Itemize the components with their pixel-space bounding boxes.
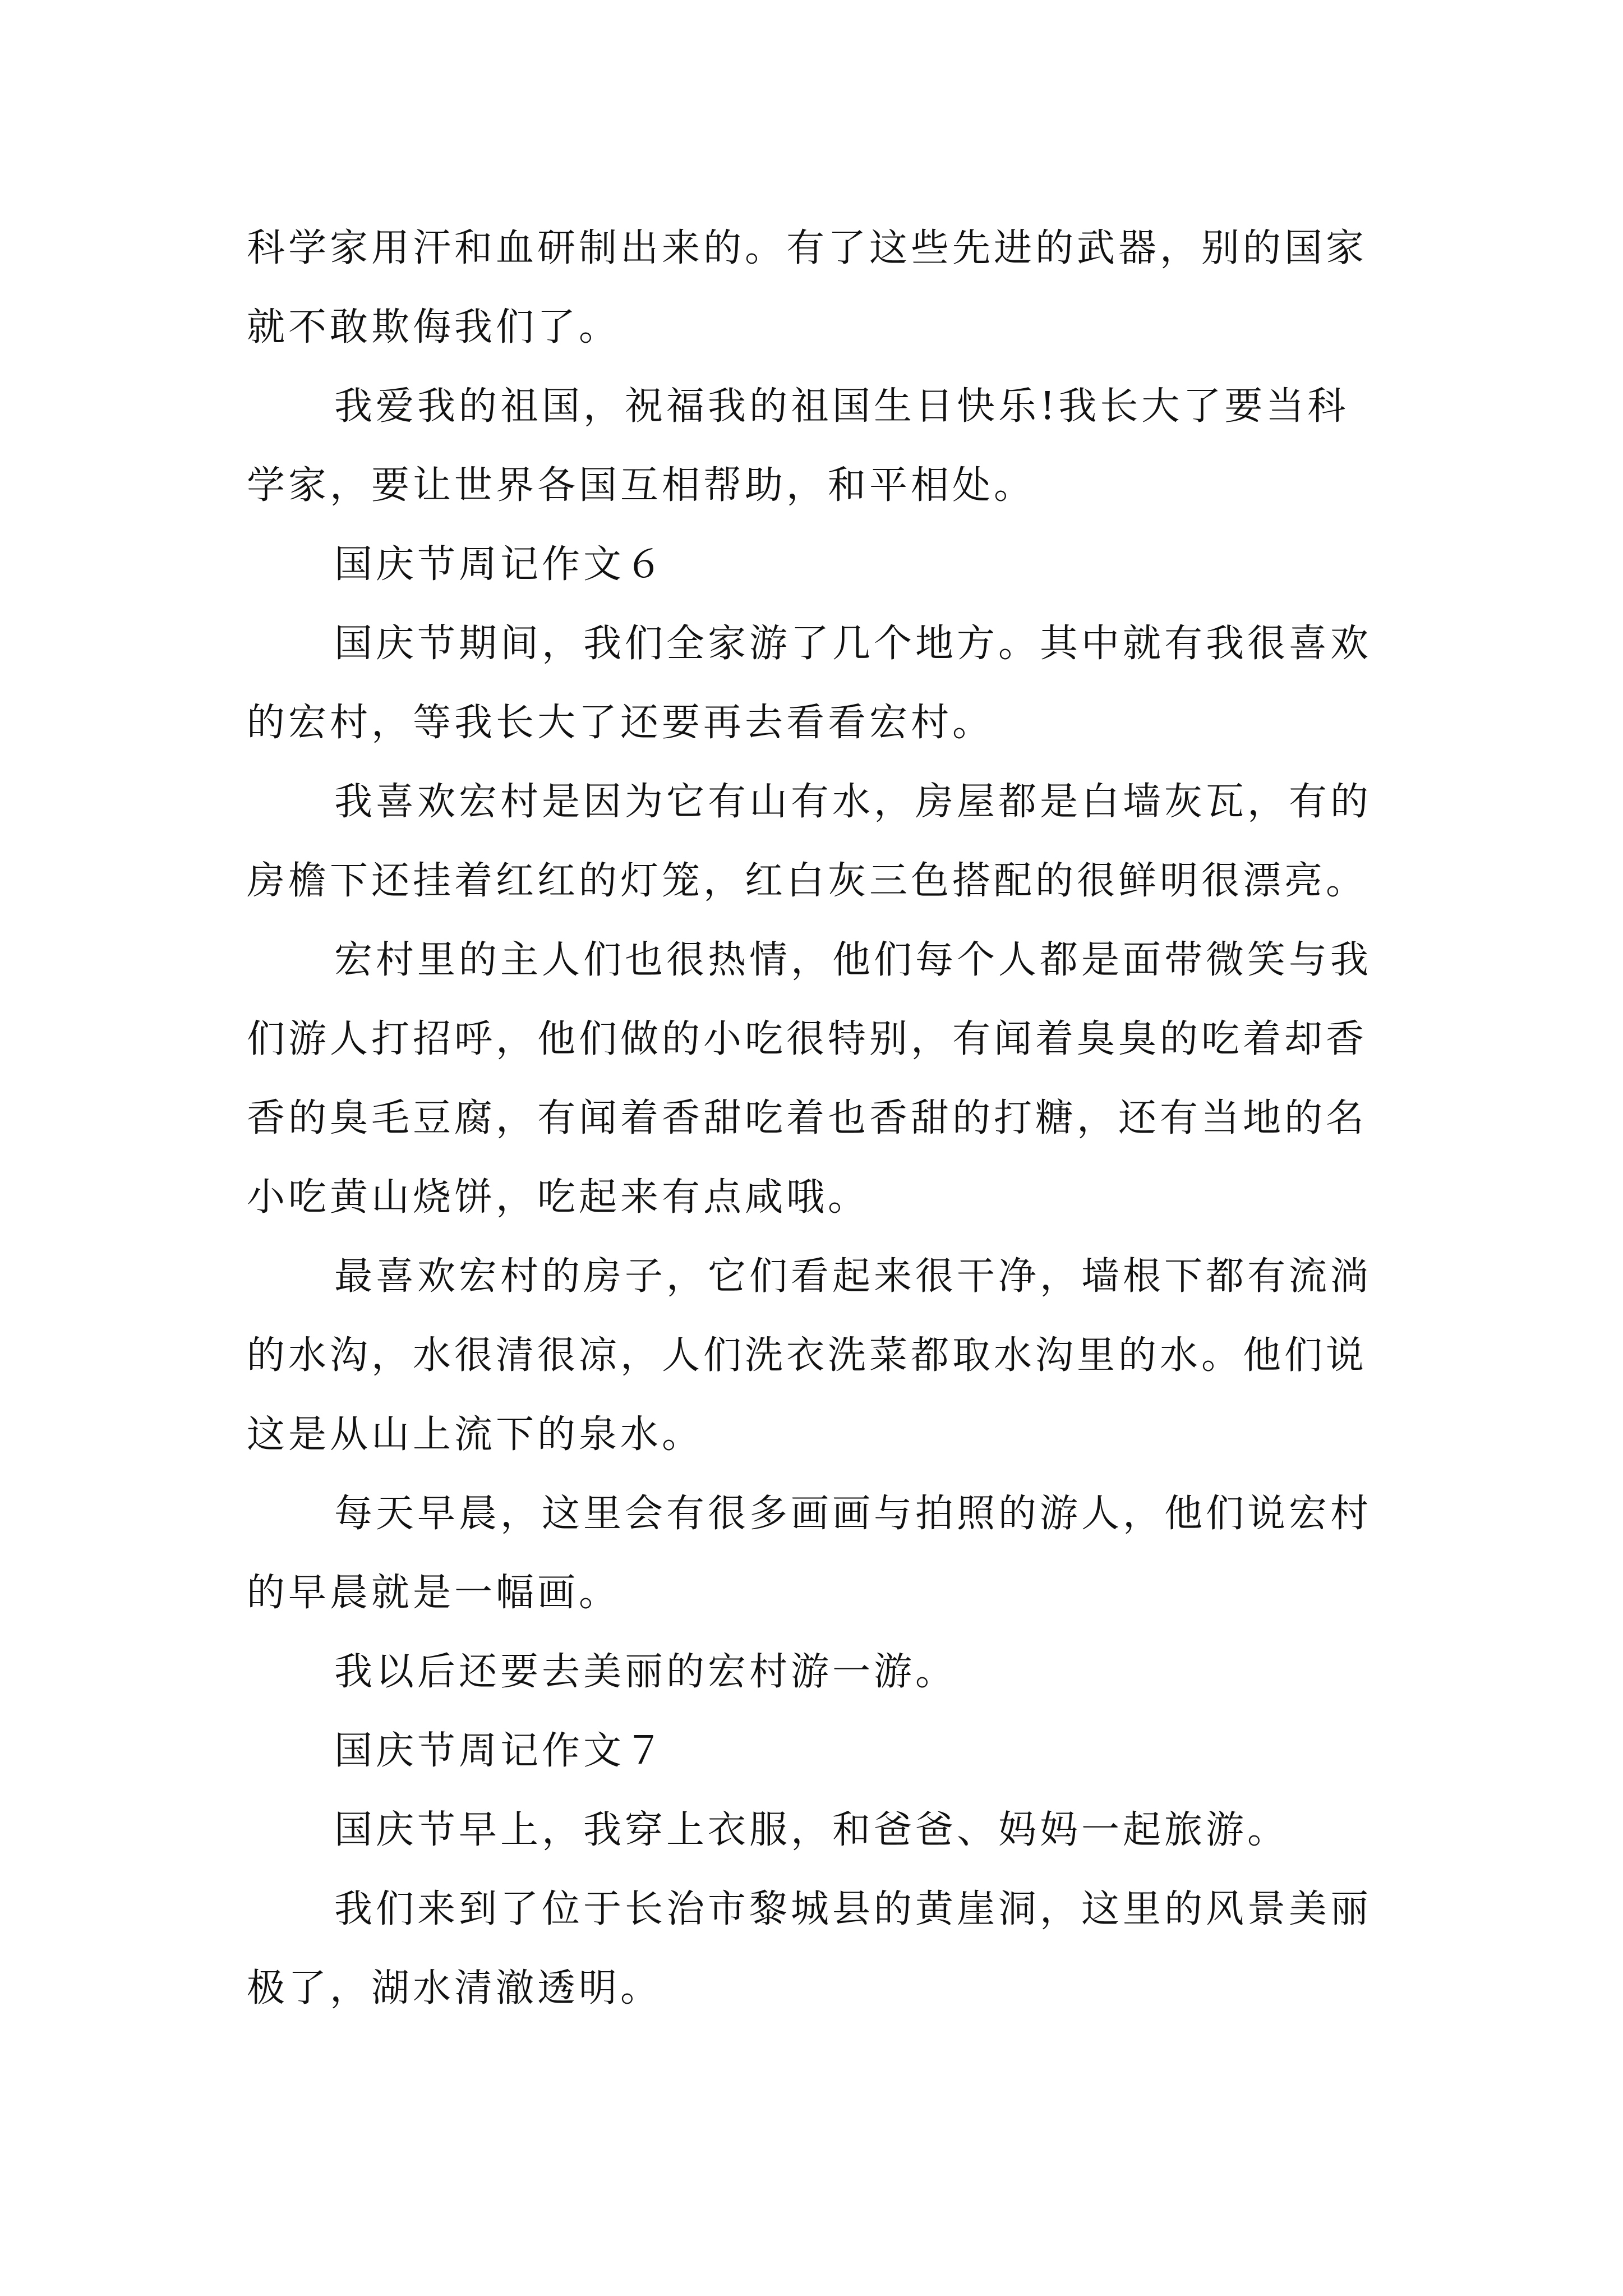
section-heading-essay-6: 国庆节周记作文６ bbox=[334, 542, 667, 587]
section-heading-essay-7: 国庆节周记作文７ bbox=[334, 1729, 667, 1773]
document-body bbox=[247, 209, 1387, 2028]
paragraph-hongcun-people: 宏村里的主人们也很热情，他们每个人都是面带微笑与我们游人打招呼，他们做的小吃很特别，有闻着臭臭的吃着却香香的臭毛豆腐，有闻着香甜吃着也香甜的打糖，还有当地的名小吃黄山烧饼，吃起来有点咸哦。 bbox=[247, 938, 1372, 1220]
paragraph-morning: 每天早晨，这里会有很多画画与拍照的游人，他们说宏村的早晨就是一幅画。 bbox=[247, 1492, 1372, 1615]
paragraph-revisit: 我以后还要去美丽的宏村游一游。 bbox=[334, 1650, 957, 1694]
paragraph-love-motherland: 我爱我的祖国，祝福我的祖国生日快乐!我长大了要当科学家，要让世界各国互相帮助，和平相处。 bbox=[247, 384, 1349, 508]
paragraph-continuation: 科学家用汗和血研制出来的。有了这些先进的武器，别的国家就不敢欺侮我们了。 bbox=[247, 226, 1368, 349]
paragraph-huangyadong: 我们来到了位于长治市黎城县的黄崖洞，这里的风景美丽极了，湖水清澈透明。 bbox=[247, 1887, 1372, 2010]
paragraph-family-trip: 国庆节期间，我们全家游了几个地方。其中就有我很喜欢的宏村，等我长大了还要再去看看宏村。 bbox=[247, 622, 1372, 745]
paragraph-national-day-morning: 国庆节早上，我穿上衣服，和爸爸、妈妈一起旅游。 bbox=[334, 1808, 1289, 1852]
paragraph-hongcun-houses: 我喜欢宏村是因为它有山有水，房屋都是白墙灰瓦，有的房檐下还挂着红红的灯笼，红白灰三色搭配的很鲜明很漂亮。 bbox=[247, 780, 1372, 903]
paragraph-hongcun-water: 最喜欢宏村的房子，它们看起来很干净，墙根下都有流淌的水沟，水很清很凉，人们洗衣洗菜都取水沟里的水。他们说这是从山上流下的泉水。 bbox=[247, 1254, 1372, 1457]
